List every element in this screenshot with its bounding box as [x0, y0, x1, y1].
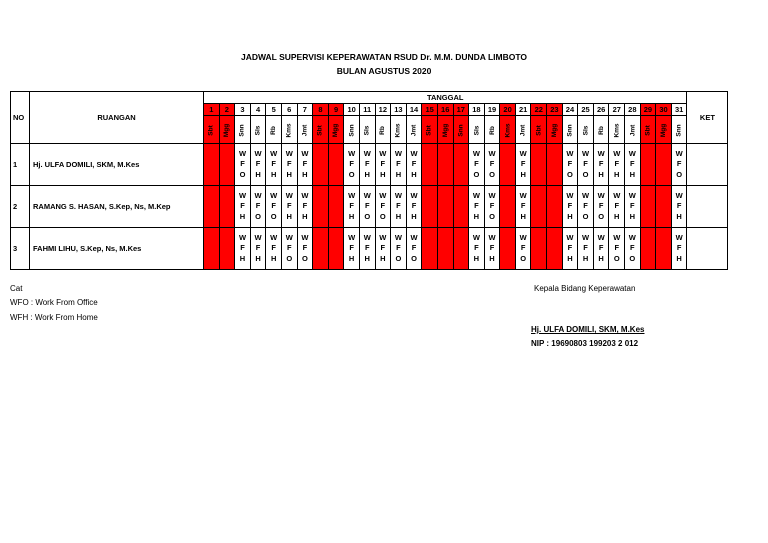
schedule-cell	[406, 144, 422, 186]
schedule-cell	[359, 186, 375, 228]
notes-label: Cat	[10, 284, 23, 293]
legend-wfo: WFO : Work From Office	[10, 298, 98, 307]
schedule-cell	[515, 144, 531, 186]
schedule-cell	[547, 228, 563, 270]
schedule-code: W F H	[238, 190, 247, 221]
day-number: 8	[313, 104, 329, 116]
schedule-cell	[609, 228, 625, 270]
schedule-code: W F O	[675, 148, 683, 179]
schedule-cell	[469, 144, 485, 186]
schedule-cell	[313, 144, 329, 186]
day-name	[313, 116, 329, 144]
schedule-code: W F H	[363, 148, 371, 179]
day-number: 15	[422, 104, 438, 116]
day-name	[375, 116, 391, 144]
day-name-label: Kms	[394, 123, 402, 138]
schedule-cell	[547, 186, 563, 228]
schedule-cell	[344, 186, 360, 228]
day-name	[484, 116, 500, 144]
schedule-cell	[531, 228, 547, 270]
schedule-cell	[656, 144, 672, 186]
day-name-label: Sbt	[535, 125, 543, 136]
schedule-code: W F H	[394, 148, 402, 179]
schedule-cell	[422, 186, 438, 228]
day-name	[359, 116, 375, 144]
row-ket	[687, 186, 728, 228]
header-ket: KET	[687, 92, 728, 144]
day-name-label: Mgg	[223, 123, 231, 138]
schedule-code: W F O	[519, 232, 527, 263]
schedule-code: W F H	[238, 232, 247, 263]
schedule-cell	[266, 186, 282, 228]
schedule-cell	[515, 228, 531, 270]
schedule-cell	[578, 228, 594, 270]
schedule-code: W F H	[348, 190, 356, 221]
day-name-label: Snn	[675, 124, 683, 137]
schedule-code: W F H	[519, 148, 527, 179]
row-supervisor: RAMANG S. HASAN, S.Kep, Ns, M.Kep	[30, 186, 204, 228]
schedule-cell	[297, 144, 313, 186]
day-name	[344, 116, 360, 144]
schedule-code: W F H	[285, 190, 293, 221]
schedule-code: W F O	[613, 232, 621, 263]
schedule-code: W F H	[394, 190, 402, 221]
day-name-label: Rb	[270, 126, 278, 135]
schedule-code: W F O	[488, 148, 496, 179]
day-name	[547, 116, 563, 144]
schedule-code: W F O	[582, 190, 590, 221]
schedule-cell	[297, 186, 313, 228]
schedule-cell	[391, 228, 407, 270]
schedule-cell	[359, 228, 375, 270]
day-name-label: Snn	[238, 124, 246, 137]
schedule-code: W F H	[675, 232, 683, 263]
page-subtitle: BULAN AGUSTUS 2020	[336, 66, 432, 76]
day-name-label: Jmt	[301, 124, 309, 137]
schedule-cell	[422, 144, 438, 186]
day-name-label: Sbt	[426, 125, 434, 136]
schedule-code: W F H	[270, 232, 278, 263]
schedule-cell	[515, 186, 531, 228]
day-name-label: Sls	[472, 125, 480, 136]
schedule-code: W F H	[566, 190, 574, 221]
schedule-cell	[500, 228, 516, 270]
day-number: 2	[219, 104, 235, 116]
schedule-cell	[250, 144, 266, 186]
day-name-label: Kms	[285, 123, 293, 138]
schedule-cell	[437, 186, 453, 228]
schedule-cell	[500, 144, 516, 186]
schedule-cell	[593, 186, 609, 228]
schedule-cell	[313, 186, 329, 228]
row-number: 2	[11, 186, 30, 228]
schedule-code: W F H	[472, 232, 480, 263]
schedule-cell	[531, 186, 547, 228]
schedule-code: W F H	[566, 232, 574, 263]
day-name-label: Sls	[582, 125, 590, 136]
schedule-cell	[313, 228, 329, 270]
day-name-label: Mgg	[332, 123, 340, 138]
schedule-cell	[328, 186, 344, 228]
schedule-cell	[625, 144, 641, 186]
legend-wfh: WFH : Work From Home	[10, 313, 98, 322]
schedule-cell	[609, 186, 625, 228]
day-number: 20	[500, 104, 516, 116]
schedule-cell	[562, 144, 578, 186]
schedule-cell	[562, 186, 578, 228]
schedule-cell	[422, 228, 438, 270]
day-name	[406, 116, 422, 144]
schedule-cell	[204, 228, 220, 270]
schedule-cell	[609, 144, 625, 186]
schedule-cell	[375, 144, 391, 186]
day-number: 16	[437, 104, 453, 116]
schedule-cell	[344, 144, 360, 186]
schedule-cell	[235, 144, 251, 186]
schedule-cell	[406, 228, 422, 270]
schedule-cell	[406, 186, 422, 228]
signature-nip: NIP : 19690803 199203 2 012	[531, 339, 639, 348]
schedule-code: W F O	[363, 190, 371, 221]
day-name-label: Mgg	[441, 123, 449, 138]
schedule-cell	[344, 228, 360, 270]
day-name-label: Sbt	[207, 125, 215, 136]
schedule-code: W F O	[301, 232, 309, 263]
schedule-code: W F H	[410, 148, 418, 179]
schedule-code: W F H	[582, 232, 590, 263]
schedule-cell	[625, 228, 641, 270]
day-name	[219, 116, 235, 144]
day-name	[266, 116, 282, 144]
schedule-cell	[266, 228, 282, 270]
day-name	[281, 116, 297, 144]
day-number: 28	[625, 104, 641, 116]
schedule-cell	[625, 186, 641, 228]
day-name	[437, 116, 453, 144]
day-number: 21	[515, 104, 531, 116]
schedule-code: W F O	[488, 190, 496, 221]
day-name-label: Jmt	[410, 124, 418, 137]
schedule-cell	[297, 228, 313, 270]
schedule-code: W F H	[613, 190, 621, 221]
schedule-code: W F H	[301, 148, 309, 179]
day-name	[515, 116, 531, 144]
row-ket	[687, 228, 728, 270]
schedule-cell	[328, 144, 344, 186]
schedule-cell	[671, 228, 687, 270]
table-row	[11, 186, 728, 228]
day-name	[531, 116, 547, 144]
schedule-cell	[656, 228, 672, 270]
schedule-code: W F H	[613, 148, 621, 179]
row-supervisor: Hj. ULFA DOMILI, SKM, M.Kes	[30, 144, 204, 186]
row-number: 1	[11, 144, 30, 186]
schedule-code: W F H	[348, 232, 356, 263]
schedule-cell	[375, 228, 391, 270]
day-name	[656, 116, 672, 144]
schedule-cell	[235, 186, 251, 228]
day-name	[640, 116, 656, 144]
day-number: 13	[391, 104, 407, 116]
day-name-label: Snn	[457, 124, 465, 137]
header-no: NO	[11, 92, 30, 144]
schedule-cell	[469, 186, 485, 228]
schedule-cell	[593, 144, 609, 186]
day-name	[625, 116, 641, 144]
schedule-table	[10, 91, 728, 270]
day-name-label: Mgg	[550, 123, 558, 138]
schedule-code: W F O	[379, 190, 387, 221]
schedule-code: W F H	[519, 190, 527, 221]
schedule-cell	[562, 228, 578, 270]
schedule-cell	[453, 144, 469, 186]
day-name	[235, 116, 251, 144]
day-name	[297, 116, 313, 144]
schedule-code: W F H	[285, 148, 293, 179]
day-number: 12	[375, 104, 391, 116]
schedule-code: W F H	[254, 232, 262, 263]
schedule-cell	[375, 186, 391, 228]
schedule-code: W F O	[410, 232, 418, 263]
page-title: JADWAL SUPERVISI KEPERAWATAN RSUD Dr. M.M. DUNDA LIMBOTO	[240, 52, 528, 62]
schedule-code: W F H	[270, 148, 278, 179]
day-name-label: Sbt	[316, 125, 324, 136]
schedule-code: W F H	[254, 148, 262, 179]
schedule-code: W F H	[410, 190, 418, 221]
row-number: 3	[11, 228, 30, 270]
day-number: 19	[484, 104, 500, 116]
schedule-cell	[640, 144, 656, 186]
schedule-cell	[656, 186, 672, 228]
day-name	[453, 116, 469, 144]
day-number: 24	[562, 104, 578, 116]
schedule-code: W F H	[628, 190, 636, 221]
schedule-cell	[219, 228, 235, 270]
schedule-code: W F H	[472, 190, 480, 221]
schedule-code: W F H	[488, 232, 496, 263]
schedule-cell	[281, 186, 297, 228]
schedule-code: W F H	[597, 148, 605, 179]
schedule-cell	[391, 186, 407, 228]
header-tanggal: TANGGAL	[204, 92, 687, 104]
schedule-cell	[204, 144, 220, 186]
schedule-code: W F H	[597, 232, 605, 263]
schedule-code: W F O	[597, 190, 605, 221]
schedule-code: W F O	[582, 148, 590, 179]
day-name-label: Rb	[597, 126, 605, 135]
day-name-label: Sls	[254, 125, 262, 136]
day-number: 7	[297, 104, 313, 116]
schedule-cell	[531, 144, 547, 186]
day-name	[469, 116, 485, 144]
schedule-cell	[640, 186, 656, 228]
schedule-code: W F O	[628, 232, 636, 263]
day-number: 11	[359, 104, 375, 116]
schedule-code: W F O	[566, 148, 574, 179]
day-name	[204, 116, 220, 144]
day-number: 23	[547, 104, 563, 116]
schedule-cell	[578, 144, 594, 186]
schedule-cell	[469, 228, 485, 270]
row-ket	[687, 144, 728, 186]
schedule-cell	[266, 144, 282, 186]
day-name	[609, 116, 625, 144]
day-number: 29	[640, 104, 656, 116]
day-number: 31	[671, 104, 687, 116]
schedule-code: W F O	[254, 190, 262, 221]
schedule-cell	[204, 186, 220, 228]
schedule-cell	[484, 228, 500, 270]
day-name-label: Sbt	[644, 125, 652, 136]
schedule-code: W F O	[285, 232, 293, 263]
schedule-code: W F H	[363, 232, 371, 263]
table-row	[11, 228, 728, 270]
day-name	[500, 116, 516, 144]
day-number: 25	[578, 104, 594, 116]
schedule-cell	[219, 186, 235, 228]
schedule-code: W F H	[379, 232, 387, 263]
schedule-cell	[453, 186, 469, 228]
day-number: 10	[344, 104, 360, 116]
schedule-cell	[281, 228, 297, 270]
day-number: 3	[235, 104, 251, 116]
day-number: 14	[406, 104, 422, 116]
day-name	[391, 116, 407, 144]
schedule-cell	[328, 228, 344, 270]
schedule-cell	[500, 186, 516, 228]
schedule-cell	[484, 144, 500, 186]
schedule-cell	[250, 186, 266, 228]
day-name	[593, 116, 609, 144]
day-number: 17	[453, 104, 469, 116]
day-number: 6	[281, 104, 297, 116]
day-name	[422, 116, 438, 144]
day-name	[671, 116, 687, 144]
schedule-cell	[593, 228, 609, 270]
schedule-cell	[484, 186, 500, 228]
header-ruangan: RUANGAN	[30, 92, 204, 144]
day-name	[562, 116, 578, 144]
day-name-label: Jmt	[519, 124, 527, 137]
day-number: 26	[593, 104, 609, 116]
day-name-label: Jmt	[628, 124, 636, 137]
schedule-cell	[578, 186, 594, 228]
schedule-cell	[391, 144, 407, 186]
day-name-label: Sls	[363, 125, 371, 136]
day-name-label: Snn	[566, 124, 574, 137]
day-name-label: Snn	[348, 124, 356, 137]
day-name-label: Rb	[379, 126, 387, 135]
schedule-cell	[235, 228, 251, 270]
schedule-cell	[219, 144, 235, 186]
schedule-code: W F H	[379, 148, 387, 179]
day-number: 30	[656, 104, 672, 116]
schedule-code: W F H	[301, 190, 309, 221]
day-number: 4	[250, 104, 266, 116]
schedule-cell	[671, 186, 687, 228]
day-name-label: Rb	[488, 126, 496, 135]
day-number: 9	[328, 104, 344, 116]
schedule-cell	[453, 228, 469, 270]
day-name-label: Kms	[504, 123, 512, 138]
schedule-code: W F O	[394, 232, 402, 263]
day-name-label: Kms	[613, 123, 621, 138]
schedule-code: W F H	[675, 190, 683, 221]
schedule-code: W F O	[238, 148, 247, 179]
day-number: 22	[531, 104, 547, 116]
schedule-cell	[250, 228, 266, 270]
day-number: 27	[609, 104, 625, 116]
schedule-cell	[547, 144, 563, 186]
schedule-code: W F H	[628, 148, 636, 179]
day-name	[578, 116, 594, 144]
day-number: 18	[469, 104, 485, 116]
schedule-code: W F O	[270, 190, 278, 221]
day-number: 5	[266, 104, 282, 116]
schedule-cell	[671, 144, 687, 186]
schedule-code: W F O	[472, 148, 480, 179]
day-name-label: Mgg	[660, 123, 668, 138]
day-name	[250, 116, 266, 144]
schedule-cell	[437, 144, 453, 186]
day-name	[328, 116, 344, 144]
table-row	[11, 144, 728, 186]
schedule-cell	[281, 144, 297, 186]
signature-name: Hj. ULFA DOMILI, SKM, M.Kes	[531, 325, 645, 334]
schedule-cell	[359, 144, 375, 186]
row-supervisor: FAHMI LIHU, S.Kep, Ns, M.Kes	[30, 228, 204, 270]
signature-role: Kepala Bidang Keperawatan	[534, 284, 636, 293]
schedule-cell	[437, 228, 453, 270]
schedule-cell	[640, 228, 656, 270]
schedule-code: W F O	[348, 148, 356, 179]
day-number: 1	[204, 104, 220, 116]
